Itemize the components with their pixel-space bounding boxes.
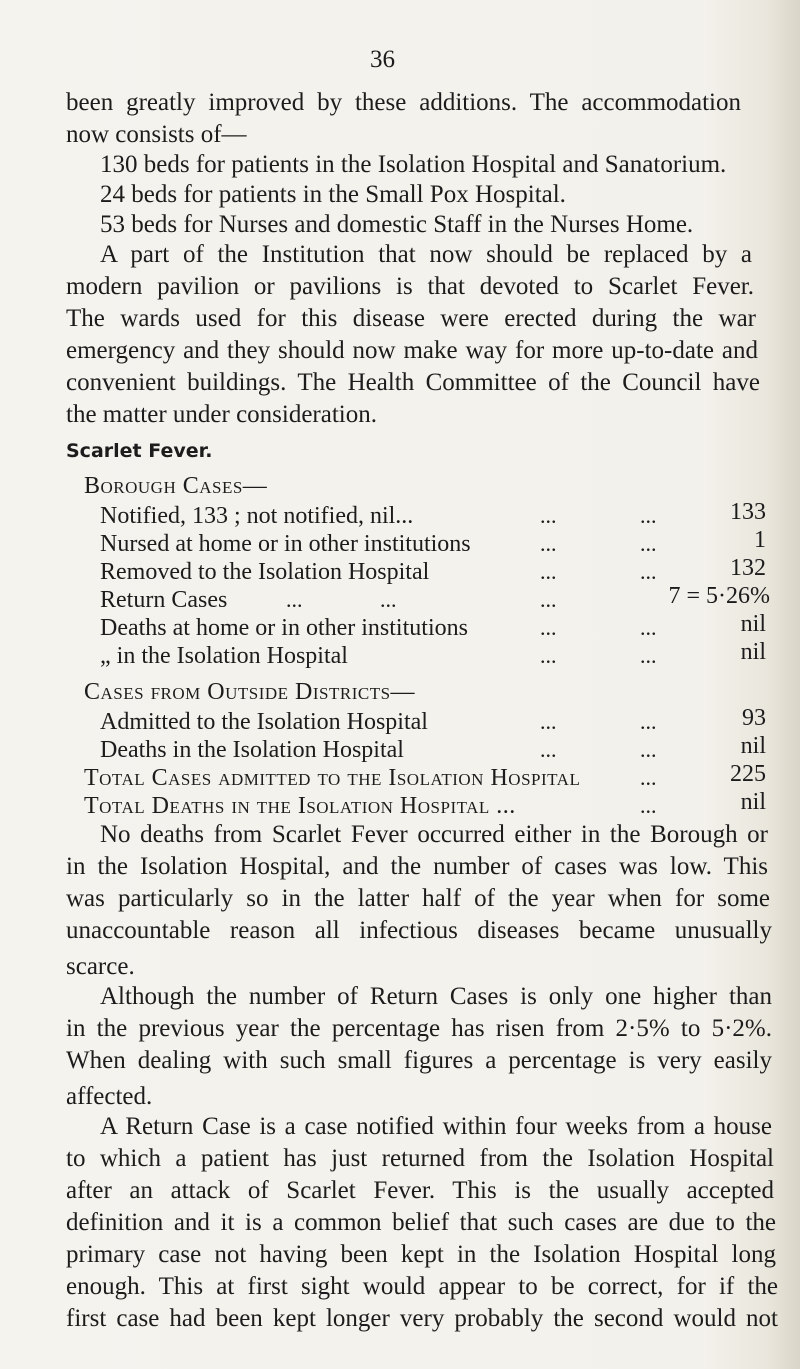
outside-row-label: Admitted to the Isolation Hospital	[100, 709, 428, 735]
leader-dots: ...	[640, 615, 657, 640]
borough-row-label: Deaths at home or in other institutions	[100, 615, 468, 641]
para5-line-6: enough. This at first sight would appear to be correct, for if the	[66, 1273, 778, 1300]
leader-dots: ...	[640, 737, 657, 762]
para2-line-5: convenient buildings. The Health Committee of the Council have	[66, 369, 760, 396]
borough-row-value: nil	[740, 611, 766, 637]
leader-dots: ...	[540, 737, 557, 762]
para2-line-2: modern pavilion or pavilions is that devoted to Scarlet Fever.	[66, 273, 754, 300]
para5-line-1: A Return Case is a case notified within four weeks from a house	[100, 1113, 772, 1140]
leader-dots: ...	[286, 587, 303, 612]
leader-dots: ...	[380, 587, 397, 612]
leader-dots: ...	[540, 643, 557, 668]
outside-row-value: 93	[742, 705, 766, 731]
para2-line-6: the matter under consideration.	[66, 401, 377, 428]
leader-dots: ...	[540, 503, 557, 528]
leader-dots: ...	[540, 615, 557, 640]
borough-row-value: 7 = 5·26%	[668, 583, 770, 609]
outside-row-label: Deaths in the Isolation Hospital	[100, 737, 404, 763]
para4-line-3: When dealing with such small figures a percentage is very easily	[66, 1047, 772, 1074]
leader-dots: ...	[640, 531, 657, 556]
borough-row-value: 1	[754, 527, 766, 553]
intro-line-2: now consists of—	[66, 121, 247, 148]
leader-dots: ...	[540, 531, 557, 556]
para3-line-1: No deaths from Scarlet Fever occurred either in the Borough or	[100, 821, 768, 848]
para3-line-3: was particularly so in the latter half of the year when for some	[66, 885, 770, 912]
total-cases-label: Total Cases admitted to the Isolation Hospital	[84, 765, 581, 791]
borough-row-value: 133	[730, 499, 766, 525]
borough-row-label: Return Cases	[100, 587, 228, 613]
para3-line-2: in the Isolation Hospital, and the number of cases was low. This	[66, 853, 768, 880]
para5-line-3: after an attack of Scarlet Fever. This is the usually accepted	[66, 1177, 774, 1204]
beds-line-3: 53 beds for Nurses and domestic Staff in the Nurses Home.	[100, 211, 694, 238]
para3-line-5: scarce.	[66, 953, 135, 980]
leader-dots: ...	[540, 559, 557, 584]
para2-line-1: A part of the Institution that now should be replaced by a	[100, 241, 752, 268]
borough-row-label: Removed to the Isolation Hospital	[100, 559, 430, 585]
para3-line-4: unaccountable reason all infectious diseases became unusually	[66, 917, 772, 944]
para2-line-4: emergency and they should now make way for more up-to-date and	[66, 337, 758, 364]
borough-row-value: 132	[730, 555, 766, 581]
para2-line-3: The wards used for this disease were erected during the war	[66, 305, 756, 332]
intro-line-1: been greatly improved by these additions. The accommodation	[66, 89, 741, 116]
para5-line-2: to which a patient has just returned from the Isolation Hospital	[66, 1145, 774, 1172]
leader-dots: ...	[640, 559, 657, 584]
borough-row-value: nil	[740, 639, 766, 665]
leader-dots: ...	[640, 793, 657, 818]
para5-line-7: first case had been kept longer very probably the second would not	[66, 1305, 778, 1332]
beds-line-2: 24 beds for patients in the Small Pox Hospital.	[100, 181, 566, 208]
para4-line-1: Although the number of Return Cases is only one higher than	[100, 983, 772, 1010]
total-deaths-label: Total Deaths in the Isolation Hospital ...	[84, 793, 516, 819]
para4-line-4: affected.	[66, 1083, 153, 1110]
leader-dots: ...	[540, 709, 557, 734]
total-cases-value: 225	[730, 761, 766, 787]
leader-dots: ...	[540, 587, 557, 612]
outside-title: Cases from Outside Districts—	[84, 679, 416, 705]
borough-title: Borough Cases—	[84, 473, 268, 499]
leader-dots: ...	[640, 709, 657, 734]
para5-line-5: primary case not having been kept in the Isolation Hospital long	[66, 1241, 776, 1268]
leader-dots: ...	[640, 765, 657, 790]
borough-row-label: Nursed at home or in other institutions	[100, 531, 471, 557]
para4-line-2: in the previous year the percentage has risen from 2·5% to 5·2%.	[66, 1015, 772, 1042]
leader-dots: ...	[640, 503, 657, 528]
page-number: 36	[370, 46, 395, 73]
beds-line-1: 130 beds for patients in the Isolation Hospital and Sanatorium.	[100, 151, 727, 178]
total-deaths-value: nil	[740, 789, 766, 815]
leader-dots: ...	[640, 643, 657, 668]
section-heading: Scarlet Fever.	[66, 440, 213, 462]
borough-row-label: „ in the Isolation Hospital	[100, 643, 348, 669]
para5-line-4: definition and it is a common belief that such cases are due to the	[66, 1209, 776, 1236]
outside-row-value: nil	[740, 733, 766, 759]
borough-row-label: Notified, 133 ; not notified, nil...	[100, 503, 414, 529]
